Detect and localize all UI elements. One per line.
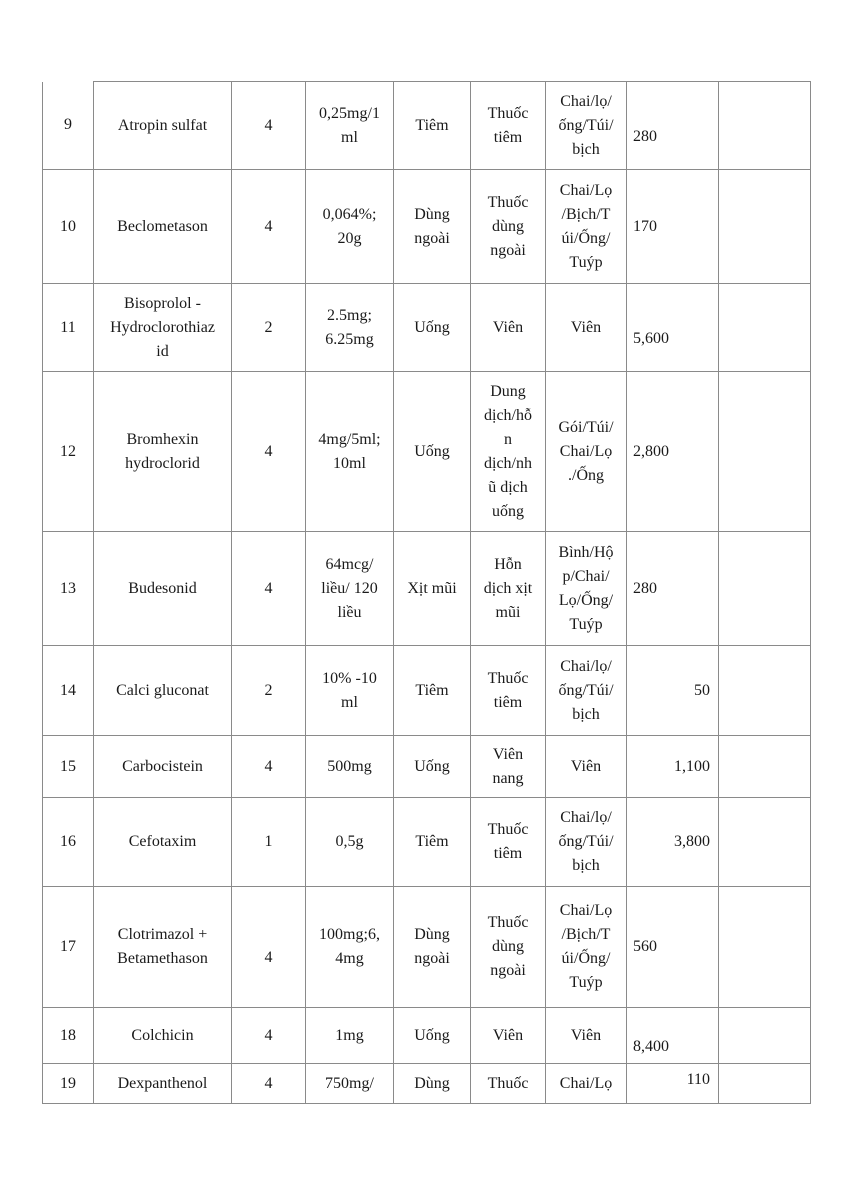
drug-form: Viên (471, 1008, 546, 1064)
drug-concentration: 750mg/ (306, 1064, 394, 1104)
drug-route: Tiêm (394, 82, 471, 170)
drug-form: Thuốc (471, 1064, 546, 1104)
drug-group: 4 (232, 887, 306, 1008)
drug-form: Thuốc dùng ngoài (471, 170, 546, 284)
drug-quantity: 2,800 (627, 372, 719, 532)
drug-route: Tiêm (394, 646, 471, 736)
drug-quantity: 3,800 (627, 798, 719, 887)
drug-name: Budesonid (94, 532, 232, 646)
drug-note (719, 284, 811, 372)
drug-name: Beclometason (94, 170, 232, 284)
drug-unit: Chai/lọ/ ống/Túi/ bịch (546, 798, 627, 887)
drug-unit: Viên (546, 736, 627, 798)
row-number: 17 (43, 887, 94, 1008)
drug-concentration: 2.5mg; 6.25mg (306, 284, 394, 372)
drug-note (719, 798, 811, 887)
drug-group: 4 (232, 82, 306, 170)
drug-form: Dung dịch/hỗ n dịch/nh ũ dịch uống (471, 372, 546, 532)
drug-name: Clotrimazol + Betamethason (94, 887, 232, 1008)
drug-name: Dexpanthenol (94, 1064, 232, 1104)
drug-route: Uống (394, 736, 471, 798)
drug-quantity: 110 (627, 1064, 719, 1104)
drug-group: 4 (232, 736, 306, 798)
drug-group: 1 (232, 798, 306, 887)
row-number: 18 (43, 1008, 94, 1064)
drug-concentration: 0,5g (306, 798, 394, 887)
drug-unit: Chai/Lọ /Bịch/T úi/Ống/ Tuýp (546, 887, 627, 1008)
drug-note (719, 532, 811, 646)
drug-note (719, 1064, 811, 1104)
drug-route: Tiêm (394, 798, 471, 887)
drug-unit: Chai/lọ/ ống/Túi/ bịch (546, 82, 627, 170)
drug-quantity: 50 (627, 646, 719, 736)
drug-note (719, 887, 811, 1008)
drug-route: Uống (394, 1008, 471, 1064)
table-row (43, 372, 811, 532)
drug-note (719, 372, 811, 532)
drug-unit: Chai/Lọ /Bịch/T úi/Ống/ Tuýp (546, 170, 627, 284)
row-number: 16 (43, 798, 94, 887)
drug-unit: Gói/Túi/ Chai/Lọ ./Ống (546, 372, 627, 532)
drug-group: 2 (232, 646, 306, 736)
drug-unit: Viên (546, 1008, 627, 1064)
row-number: 14 (43, 646, 94, 736)
row-number: 9 (43, 82, 94, 170)
drug-group: 4 (232, 1064, 306, 1104)
drug-unit: Chai/lọ/ ống/Túi/ bịch (546, 646, 627, 736)
drug-route: Xịt mũi (394, 532, 471, 646)
drug-concentration: 64mcg/ liều/ 120 liều (306, 532, 394, 646)
drug-form: Thuốc dùng ngoài (471, 887, 546, 1008)
drug-name: Bromhexin hydroclorid (94, 372, 232, 532)
row-number: 13 (43, 532, 94, 646)
drug-name: Colchicin (94, 1008, 232, 1064)
drug-route: Uống (394, 372, 471, 532)
table-row (43, 82, 811, 170)
drug-unit: Bình/Hộ p/Chai/ Lọ/Ống/ Tuýp (546, 532, 627, 646)
drug-concentration: 500mg (306, 736, 394, 798)
table-row (43, 887, 811, 1008)
row-number: 19 (43, 1064, 94, 1104)
drug-concentration: 100mg;6, 4mg (306, 887, 394, 1008)
drug-group: 2 (232, 284, 306, 372)
drug-concentration: 1mg (306, 1008, 394, 1064)
drug-form: Thuốc tiêm (471, 646, 546, 736)
row-number: 11 (43, 284, 94, 372)
drug-group: 4 (232, 170, 306, 284)
row-number: 12 (43, 372, 94, 532)
table-row (43, 646, 811, 736)
table-row (43, 798, 811, 887)
drug-quantity: 280 (627, 532, 719, 646)
drug-route: Dùng ngoài (394, 170, 471, 284)
drug-route: Dùng ngoài (394, 887, 471, 1008)
row-number: 15 (43, 736, 94, 798)
drug-group: 4 (232, 372, 306, 532)
drug-form: Viên (471, 284, 546, 372)
drug-list-table (42, 81, 811, 1104)
drug-unit: Viên (546, 284, 627, 372)
table-row (43, 284, 811, 372)
table-row (43, 736, 811, 798)
drug-quantity: 5,600 (627, 284, 719, 372)
drug-concentration: 10% -10 ml (306, 646, 394, 736)
drug-quantity: 8,400 (627, 1008, 719, 1064)
drug-quantity: 170 (627, 170, 719, 284)
drug-name: Calci gluconat (94, 646, 232, 736)
drug-note (719, 736, 811, 798)
drug-form: Hỗn dịch xịt mũi (471, 532, 546, 646)
drug-concentration: 0,25mg/1 ml (306, 82, 394, 170)
drug-note (719, 82, 811, 170)
drug-form: Thuốc tiêm (471, 798, 546, 887)
drug-note (719, 646, 811, 736)
drug-route: Dùng (394, 1064, 471, 1104)
drug-concentration: 0,064%; 20g (306, 170, 394, 284)
drug-form: Viên nang (471, 736, 546, 798)
table-row (43, 170, 811, 284)
drug-name: Atropin sulfat (94, 82, 232, 170)
drug-name: Bisoprolol - Hydroclorothiaz id (94, 284, 232, 372)
drug-form: Thuốc tiêm (471, 82, 546, 170)
drug-quantity: 280 (627, 82, 719, 170)
drug-unit: Chai/Lọ (546, 1064, 627, 1104)
drug-group: 4 (232, 1008, 306, 1064)
table-row (43, 532, 811, 646)
drug-name: Cefotaxim (94, 798, 232, 887)
drug-quantity: 560 (627, 887, 719, 1008)
drug-group: 4 (232, 532, 306, 646)
table-row (43, 1008, 811, 1064)
drug-name: Carbocistein (94, 736, 232, 798)
table-row (43, 1064, 811, 1104)
row-number: 10 (43, 170, 94, 284)
drug-route: Uống (394, 284, 471, 372)
drug-note (719, 1008, 811, 1064)
drug-quantity: 1,100 (627, 736, 719, 798)
drug-concentration: 4mg/5ml; 10ml (306, 372, 394, 532)
drug-note (719, 170, 811, 284)
